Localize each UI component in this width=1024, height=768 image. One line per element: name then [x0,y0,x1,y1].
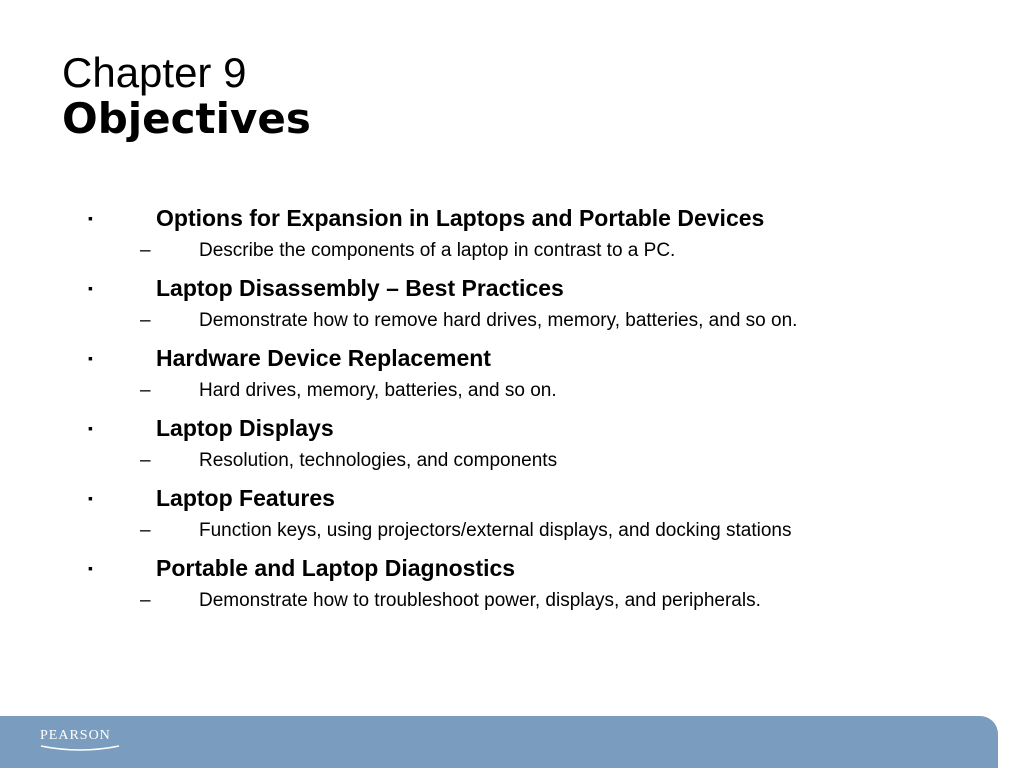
objective-heading-row [0,414,1000,442]
bullet-icon: ▪ [88,560,93,576]
objective-detail-row [0,449,1000,473]
bullet-icon: ▪ [88,350,93,366]
bullet-icon: ▪ [88,280,93,296]
pearson-swoosh-icon [40,743,120,753]
objective-item [0,344,1000,414]
objective-item [0,484,1000,554]
objective-detail: Demonstrate how to troubleshoot power, displays, and peripherals. [199,590,761,611]
pearson-logo [40,728,120,756]
bullet-icon: ▪ [88,210,93,226]
objective-detail: Function keys, using projectors/external displays, and docking stations [199,520,792,541]
title-objectives: Objectives [62,94,311,143]
objective-heading: Laptop Displays [156,415,334,441]
footer-bar [0,716,998,768]
objective-detail: Hard drives, memory, batteries, and so on. [199,380,557,401]
dash-icon: – [140,380,151,401]
objective-heading: Laptop Features [156,485,335,511]
objective-heading: Laptop Disassembly – Best Practices [156,275,564,301]
objective-detail-row [0,239,1000,263]
slide-title [62,50,311,142]
objective-heading-row [0,344,1000,372]
objective-heading-row [0,554,1000,582]
objective-heading: Hardware Device Replacement [156,345,491,371]
pearson-logo-text: PEARSON [40,728,111,743]
objective-heading: Options for Expansion in Laptops and Portable Devices [156,205,765,231]
objective-heading-row [0,204,1000,232]
objective-detail-row [0,309,1000,333]
objective-detail: Resolution, technologies, and components [199,450,558,471]
dash-icon: – [140,240,151,261]
objective-heading: Portable and Laptop Diagnostics [156,555,516,581]
dash-icon: – [140,310,151,331]
objective-detail: Describe the components of a laptop in contrast to a PC. [199,240,676,261]
bullet-icon: ▪ [88,490,93,506]
objective-detail: Demonstrate how to remove hard drives, memory, batteries, and so on. [199,310,798,331]
dash-icon: – [140,450,151,471]
objective-detail-row [0,379,1000,403]
objective-heading-row [0,274,1000,302]
objective-item [0,554,1000,624]
objective-detail-row [0,589,1000,613]
objective-item [0,414,1000,484]
dash-icon: – [140,590,151,611]
objective-item [0,274,1000,344]
objective-detail-row [0,519,1000,543]
dash-icon: – [140,520,151,541]
objectives-list [0,204,1000,624]
title-chapter: Chapter 9 [62,49,247,96]
bullet-icon: ▪ [88,420,93,436]
objective-heading-row [0,484,1000,512]
objective-item [0,204,1000,274]
